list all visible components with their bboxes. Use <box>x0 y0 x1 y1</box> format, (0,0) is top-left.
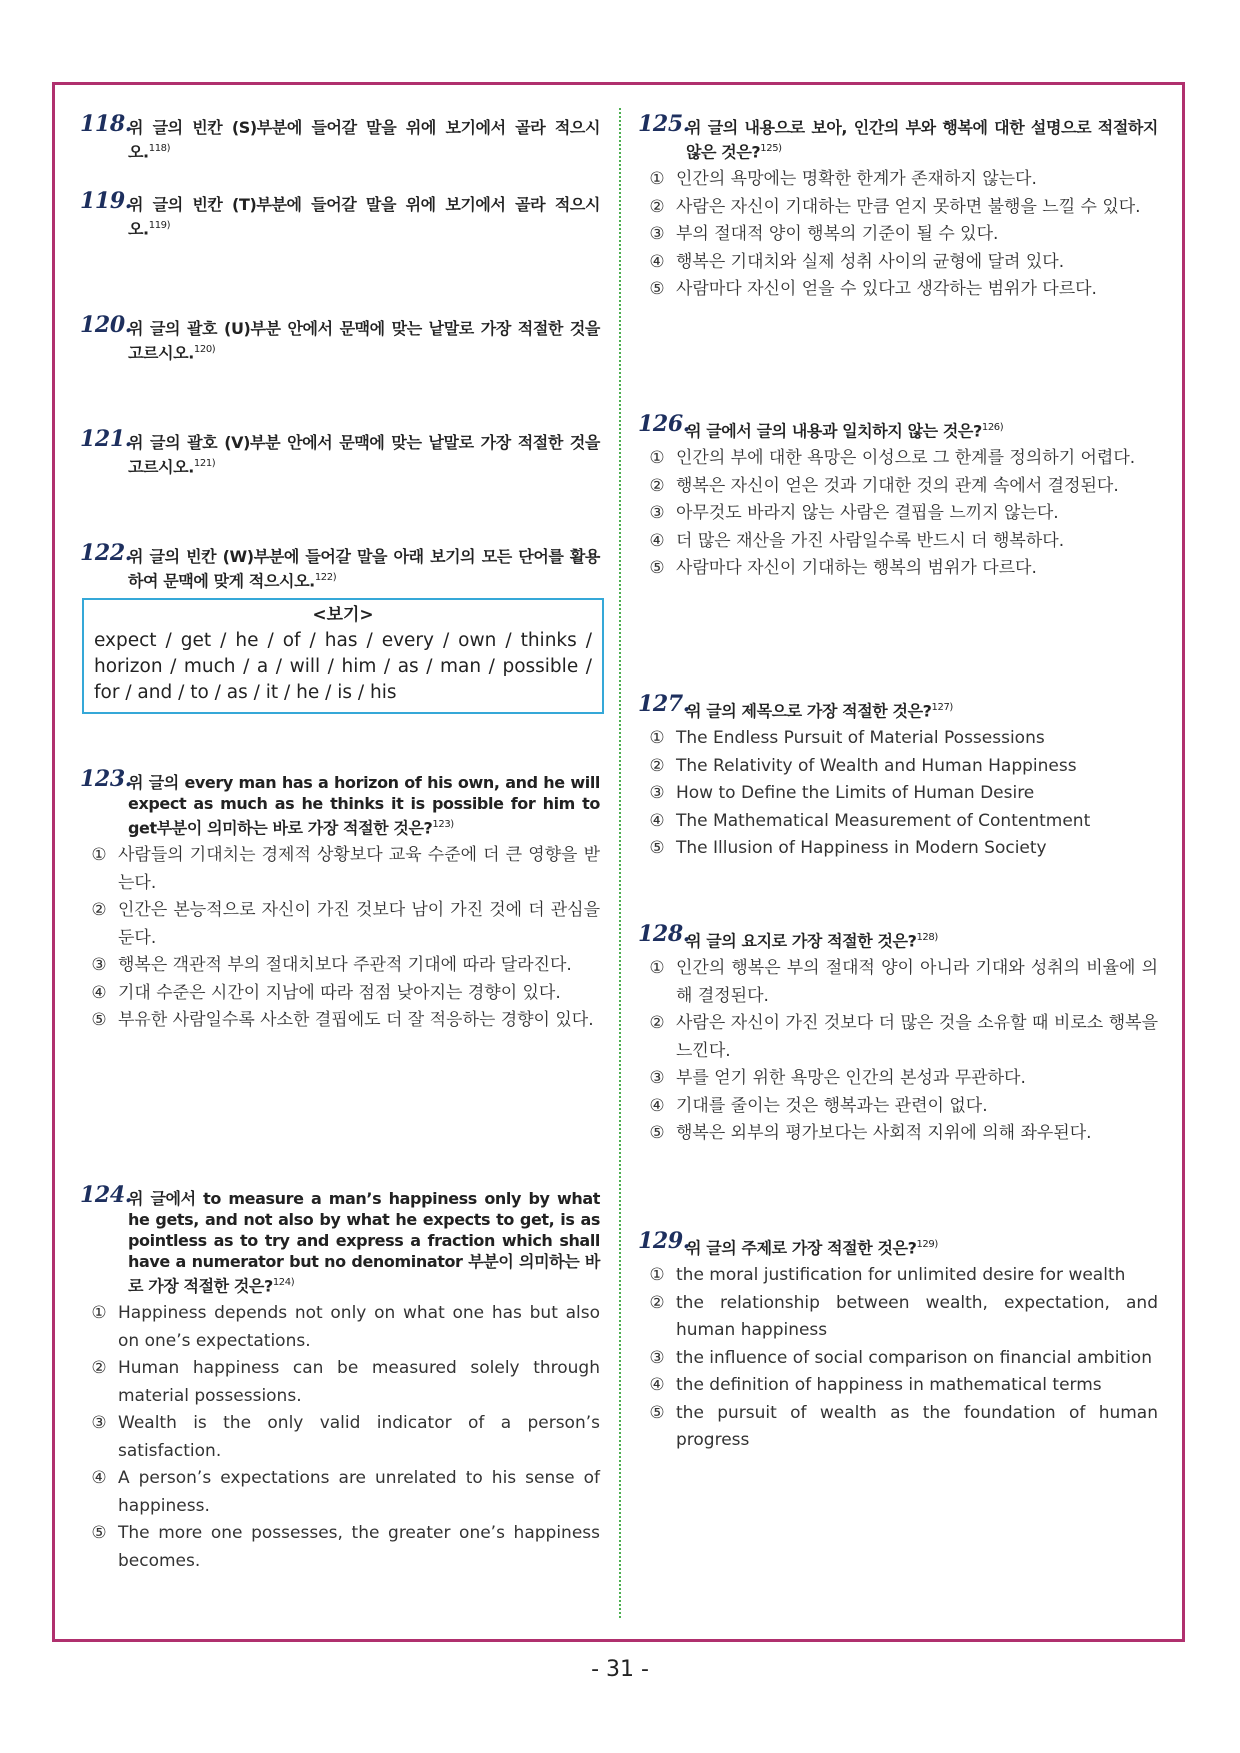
option-item <box>80 1300 600 1355</box>
word-bank-box <box>82 598 604 714</box>
question-text: 위 글의 주제로 가장 적절한 것은? <box>686 1238 917 1258</box>
question-number: 122. <box>80 540 132 566</box>
option-marker: ④ <box>649 1375 665 1396</box>
option-marker: ④ <box>649 251 665 272</box>
option-text: the moral justification for unlimited desire for wealth <box>676 1265 1126 1286</box>
option-text: 기대를 줄이는 것은 행복과는 관련이 없다. <box>676 1095 988 1116</box>
question-number: 121. <box>80 426 132 452</box>
option-marker: ② <box>649 1292 665 1313</box>
question-number: 119. <box>80 188 132 214</box>
option-marker: ① <box>91 845 107 866</box>
options-list <box>638 1262 1158 1455</box>
option-marker: ① <box>649 169 665 190</box>
option-text: 부유한 사람일수록 사소한 결핍에도 더 잘 적응하는 경향이 있다. <box>118 1010 594 1031</box>
footnote-ref: 125) <box>760 143 782 154</box>
word-bank-title: <보기> <box>312 605 374 625</box>
option-text: the relationship between wealth, expectation, and human happiness <box>676 1292 1158 1341</box>
option-marker: ① <box>649 1265 665 1286</box>
question-text: 위 글의 내용으로 보아, 인간의 부와 행복에 대한 설명으로 적절하지 않은 것은? <box>686 118 1158 162</box>
option-text: The more one possesses, the greater one’s happiness becomes. <box>118 1523 600 1571</box>
options-list <box>80 1300 600 1575</box>
question-number: 118. <box>80 111 132 137</box>
option-text: The Illusion of Happiness in Modern Society <box>676 838 1047 859</box>
option-marker: ③ <box>649 1068 665 1089</box>
options-list <box>80 842 600 1035</box>
option-marker: ④ <box>649 530 665 551</box>
question-number: 128. <box>638 921 690 947</box>
option-item <box>80 1355 600 1410</box>
option-item <box>638 1372 1158 1400</box>
question-121 <box>80 426 600 477</box>
option-marker: ⑤ <box>649 558 665 579</box>
option-text: 사람마다 자신이 기대하는 행복의 범위가 다르다. <box>676 558 1037 579</box>
footnote-ref: 122) <box>314 572 337 583</box>
option-item <box>80 1465 600 1520</box>
option-marker: ⑤ <box>649 1402 665 1423</box>
options-list <box>638 955 1158 1148</box>
option-marker: ② <box>649 475 665 496</box>
option-item <box>638 955 1158 1010</box>
option-item <box>638 1093 1158 1121</box>
footnote-ref: 126) <box>981 422 1004 433</box>
footnote-ref: 119) <box>148 220 171 231</box>
option-marker: ⑤ <box>91 1523 107 1544</box>
option-item <box>638 221 1158 249</box>
option-item <box>638 276 1158 304</box>
question-number: 127. <box>638 691 690 717</box>
option-marker: ④ <box>649 810 665 831</box>
page-number: - 31 - <box>591 1657 649 1682</box>
option-text: 인간의 행복은 부의 절대적 양이 아니라 기대와 성취의 비율에 의해 결정된다. <box>676 958 1158 1006</box>
footnote-ref: 129) <box>916 1239 938 1250</box>
option-marker: ⑤ <box>649 279 665 300</box>
option-text: 사람은 자신이 가진 것보다 더 많은 것을 소유할 때 비로소 행복을 느낀다. <box>676 1013 1158 1061</box>
option-marker: ③ <box>91 955 107 976</box>
option-marker: ④ <box>91 1468 107 1489</box>
option-text: 아무것도 바라지 않는 사람은 결핍을 느끼지 않는다. <box>676 503 1059 524</box>
footnote-ref: 120) <box>193 344 216 355</box>
option-text: 행복은 자신이 얻은 것과 기대한 것의 관계 속에서 결정된다. <box>676 475 1119 496</box>
option-item <box>638 555 1158 583</box>
option-marker: ① <box>649 448 665 469</box>
option-item <box>638 1010 1158 1065</box>
option-item <box>80 842 600 897</box>
option-text: 부를 얻기 위한 욕망은 인간의 본성과 무관하다. <box>676 1068 1026 1089</box>
option-text: 사람마다 자신이 얻을 수 있다고 생각하는 범위가 다르다. <box>676 279 1097 300</box>
option-item <box>638 1065 1158 1093</box>
option-marker: ② <box>91 1358 107 1379</box>
question-119 <box>80 188 600 239</box>
question-text: 위 글의 제목으로 가장 적절한 것은? <box>686 701 932 721</box>
footnote-ref: 121) <box>193 458 216 469</box>
option-item <box>638 500 1158 528</box>
question-text: 위 글의 괄호 (U)부분 안에서 문맥에 맞는 낱말로 가장 적절한 것을 고르시오. <box>128 319 600 363</box>
question-number: 129. <box>638 1228 690 1254</box>
option-marker: ③ <box>649 503 665 524</box>
option-text: The Endless Pursuit of Material Possessions <box>676 728 1045 749</box>
option-marker: ② <box>649 1013 665 1034</box>
option-text: 기대 수준은 시간이 지남에 따라 점점 낮아지는 경향이 있다. <box>118 982 561 1003</box>
footnote-ref: 118) <box>148 143 171 154</box>
option-item <box>638 808 1158 836</box>
option-item <box>80 980 600 1008</box>
option-text: 사람들의 기대치는 경제적 상황보다 교육 수준에 더 큰 영향을 받는다. <box>118 845 600 893</box>
question-number: 123. <box>80 766 132 792</box>
question-120 <box>80 312 600 363</box>
option-text: the pursuit of wealth as the foundation of human progress <box>676 1402 1158 1451</box>
option-text: the definition of happiness in mathematical terms <box>676 1375 1102 1396</box>
option-item <box>638 1400 1158 1455</box>
option-item <box>638 1262 1158 1290</box>
question-text: 위 글의 every man has a horizon of his own, and he will expect as much as he thinks it is possible for him to get부분이 의미하는 바로 가장 적절한 것은? <box>128 773 600 838</box>
option-marker: ③ <box>649 224 665 245</box>
option-text: How to Define the Limits of Human Desire <box>676 783 1035 804</box>
question-122 <box>80 540 600 591</box>
question-127 <box>638 691 1158 863</box>
option-item <box>638 753 1158 781</box>
footnote-ref: 127) <box>931 702 953 713</box>
option-item <box>638 1345 1158 1373</box>
option-marker: ② <box>91 900 107 921</box>
options-list <box>638 725 1158 863</box>
option-marker: ② <box>649 755 665 776</box>
question-number: 120. <box>80 312 132 338</box>
question-number: 125. <box>638 111 690 137</box>
option-item <box>638 445 1158 473</box>
option-text: the influence of social comparison on financial ambition <box>676 1347 1152 1368</box>
option-item <box>80 1520 600 1575</box>
option-item <box>638 249 1158 277</box>
option-marker: ④ <box>649 1095 665 1116</box>
option-marker: ② <box>649 196 665 217</box>
option-marker: ④ <box>91 982 107 1003</box>
option-text: 더 많은 재산을 가진 사람일수록 반드시 더 행복하다. <box>676 530 1065 551</box>
option-text: 사람은 자신이 기대하는 만큼 얻지 못하면 불행을 느낄 수 있다. <box>676 196 1141 217</box>
question-123 <box>80 766 600 1035</box>
column-divider <box>619 108 621 1618</box>
question-text: 위 글의 빈칸 (S)부분에 들어갈 말을 위에 보기에서 골라 적으시오. <box>128 118 600 162</box>
option-text: Wealth is the only valid indicator of a person’s satisfaction. <box>118 1413 600 1461</box>
word-bank-words: expect / get / he / of / has / every / own / thinks / horizon / much / a / will / him / as / man / possible / for / and / to / as / it / he / is / his <box>94 630 592 703</box>
option-item <box>638 194 1158 222</box>
question-124 <box>80 1182 600 1575</box>
option-text: 인간은 본능적으로 자신이 가진 것보다 남이 가진 것에 더 관심을 둔다. <box>118 900 600 948</box>
option-text: 행복은 객관적 부의 절대치보다 주관적 기대에 따라 달라진다. <box>118 955 572 976</box>
option-text: 인간의 욕망에는 명확한 한계가 존재하지 않는다. <box>676 169 1037 190</box>
question-118 <box>80 111 600 162</box>
option-text: Human happiness can be measured solely through material possessions. <box>118 1358 600 1406</box>
question-129 <box>638 1228 1158 1455</box>
options-list <box>638 166 1158 304</box>
option-text: 인간의 부에 대한 욕망은 이성으로 그 한계를 정의하기 어렵다. <box>676 448 1136 469</box>
option-item <box>80 952 600 980</box>
footnote-ref: 123) <box>432 819 454 830</box>
option-text: 행복은 기대치와 실제 성취 사이의 균형에 달려 있다. <box>676 251 1065 272</box>
option-item <box>638 528 1158 556</box>
option-text: A person’s expectations are unrelated to his sense of happiness. <box>118 1468 600 1516</box>
question-text: 위 글의 요지로 가장 적절한 것은? <box>686 931 917 951</box>
option-marker: ⑤ <box>91 1010 107 1031</box>
option-item <box>638 473 1158 501</box>
option-marker: ⑤ <box>649 1123 665 1144</box>
option-item <box>638 835 1158 863</box>
option-marker: ⑤ <box>649 838 665 859</box>
question-number: 124. <box>80 1182 132 1208</box>
option-item <box>80 897 600 952</box>
question-text: 위 글의 빈칸 (T)부분에 들어갈 말을 위에 보기에서 골라 적으시오. <box>128 195 600 239</box>
option-marker: ③ <box>91 1413 107 1434</box>
option-text: Happiness depends not only on what one has but also on one’s expectations. <box>118 1303 600 1351</box>
option-marker: ① <box>91 1303 107 1324</box>
option-item <box>638 1290 1158 1345</box>
question-text: 위 글의 빈칸 (W)부분에 들어갈 말을 아래 보기의 모든 단어를 활용하여 문맥에 맞게 적으시오. <box>128 547 600 591</box>
question-128 <box>638 921 1158 1148</box>
option-item <box>638 725 1158 753</box>
option-item <box>638 1120 1158 1148</box>
option-text: The Mathematical Measurement of Contentment <box>676 810 1091 831</box>
option-item <box>80 1410 600 1465</box>
question-text: 위 글에서 to measure a man’s happiness only by what he gets, and not also by what he expects to get, is as pointless as to try and express a fraction which shall have a numerator but no denominator 부분이 의미하는 바로 가장 적절한 것은? <box>128 1189 600 1296</box>
option-text: 행복은 외부의 평가보다는 사회적 지위에 의해 좌우된다. <box>676 1123 1092 1144</box>
footnote-ref: 124) <box>272 1277 295 1288</box>
option-marker: ③ <box>649 783 665 804</box>
option-text: The Relativity of Wealth and Human Happiness <box>676 755 1077 776</box>
option-item <box>80 1007 600 1035</box>
option-text: 부의 절대적 양이 행복의 기준이 될 수 있다. <box>676 224 999 245</box>
question-126 <box>638 411 1158 583</box>
option-marker: ① <box>649 728 665 749</box>
footnote-ref: 128) <box>916 932 938 943</box>
question-125 <box>638 111 1158 304</box>
question-text: 위 글에서 글의 내용과 일치하지 않는 것은? <box>686 421 982 441</box>
option-item <box>638 166 1158 194</box>
option-item <box>638 780 1158 808</box>
question-number: 126. <box>638 411 690 437</box>
options-list <box>638 445 1158 583</box>
option-marker: ③ <box>649 1347 665 1368</box>
option-marker: ① <box>649 958 665 979</box>
question-text: 위 글의 괄호 (V)부분 안에서 문맥에 맞는 낱말로 가장 적절한 것을 고르시오. <box>128 433 600 477</box>
